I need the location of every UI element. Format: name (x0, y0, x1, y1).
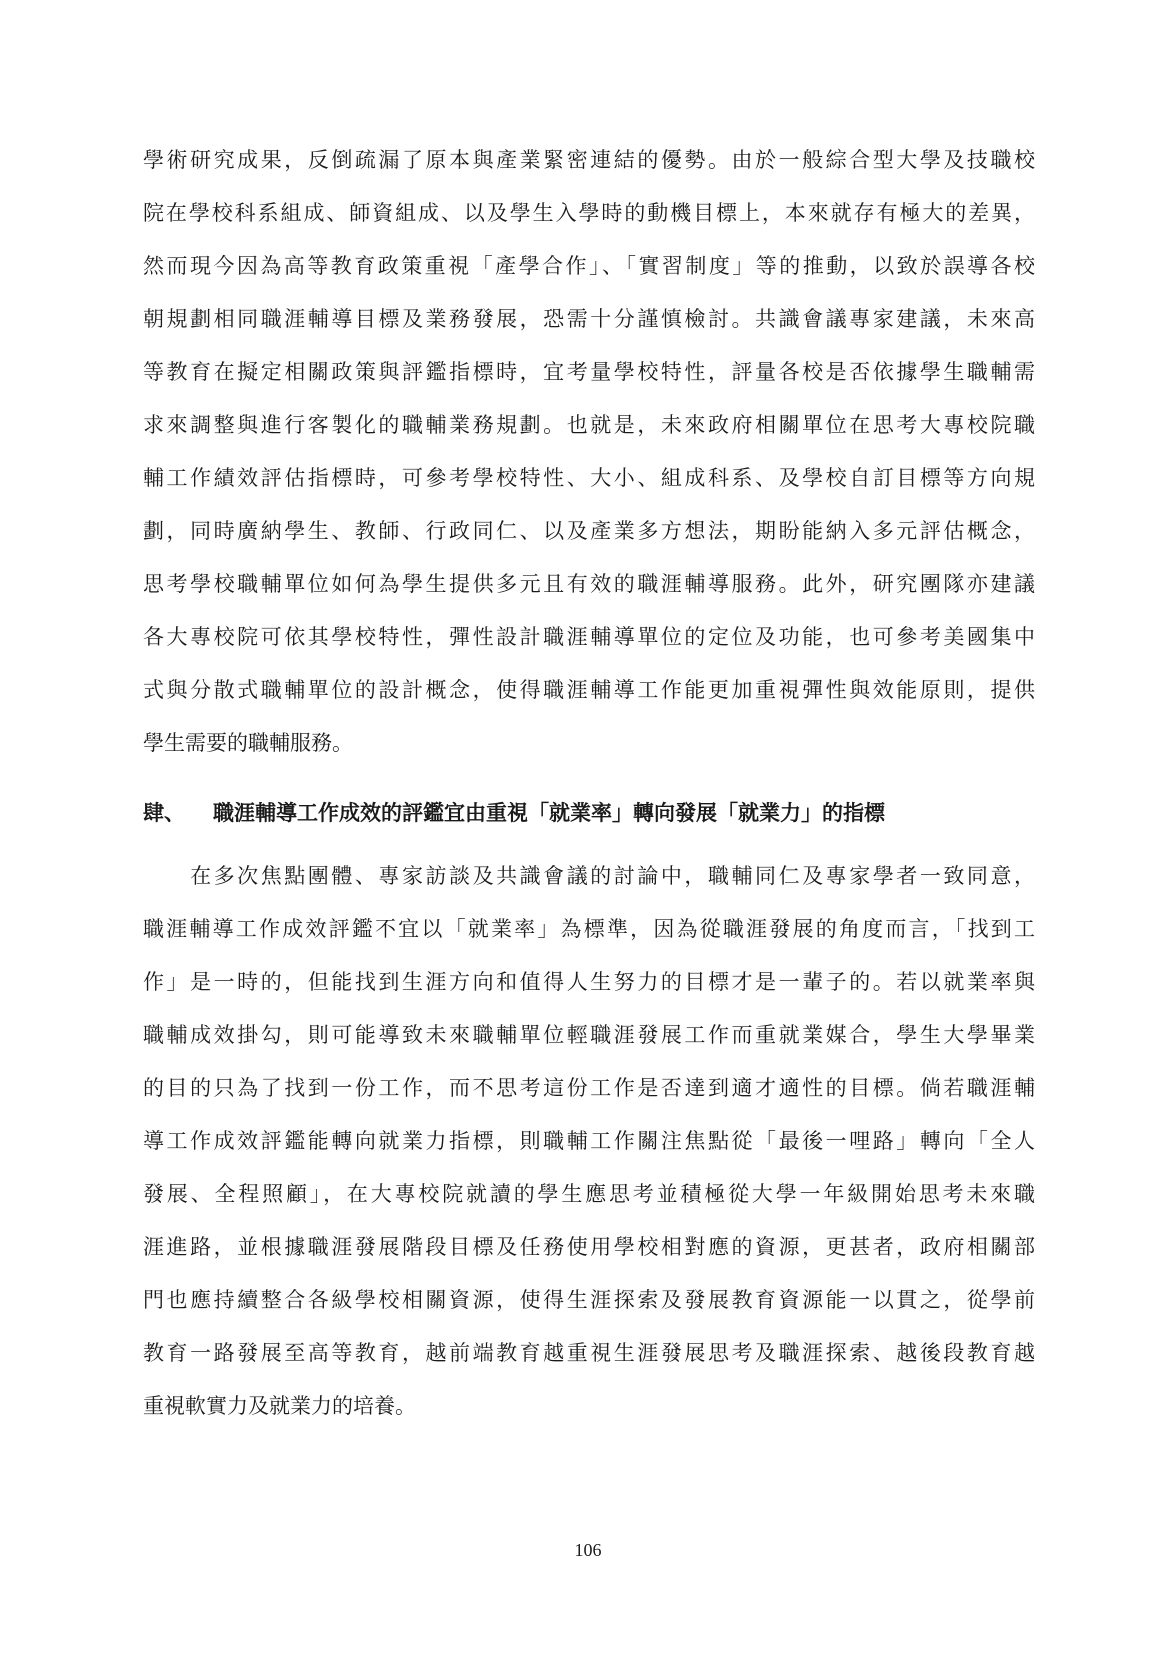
section-number: 肆、 (143, 800, 185, 825)
paragraph-line: 院在學校科系組成、師資組成、以及學生入學時的動機目標上，本來就存有極大的差異， (143, 201, 1035, 225)
paragraph-line: 學術研究成果，反倒疏漏了原本與產業緊密連結的優勢。由於一般綜合型大學及技職校 (143, 148, 1035, 172)
paragraph-line: 等教育在擬定相關政策與評鑑指標時，宜考量學校特性，評量各校是否依據學生職輔需 (143, 360, 1035, 384)
paragraph-line: 導工作成效評鑑能轉向就業力指標，則職輔工作關注焦點從「最後一哩路」轉向「全人 (143, 1129, 1035, 1153)
paragraph-line: 在多次焦點團體、專家訪談及共識會議的討論中，職輔同仁及專家學者一致同意， (143, 864, 1035, 888)
paragraph-line: 各大專校院可依其學校特性，彈性設計職涯輔導單位的定位及功能，也可參考美國集中 (143, 625, 1035, 649)
paragraph-line: 職輔成效掛勾，則可能導致未來職輔單位輕職涯發展工作而重就業媒合，學生大學畢業 (143, 1023, 1035, 1047)
paragraph-line: 輔工作績效評估指標時，可參考學校特性、大小、組成科系、及學校自訂目標等方向規 (143, 466, 1035, 490)
paragraph-line: 發展、全程照顧」，在大專校院就讀的學生應思考並積極從大學一年級開始思考未來職 (143, 1182, 1035, 1206)
paragraph-line: 思考學校職輔單位如何為學生提供多元且有效的職涯輔導服務。此外，研究團隊亦建議 (143, 572, 1035, 596)
paragraph-line: 教育一路發展至高等教育，越前端教育越重視生涯發展思考及職涯探索、越後段教育越 (143, 1341, 1035, 1365)
paragraph-line: 求來調整與進行客製化的職輔業務規劃。也就是，未來政府相關單位在思考大專校院職 (143, 413, 1035, 437)
paragraph-line: 門也應持續整合各級學校相關資源，使得生涯探索及發展教育資源能一以貫之，從學前 (143, 1288, 1035, 1312)
paragraph-line: 式與分散式職輔單位的設計概念，使得職涯輔導工作能更加重視彈性與效能原則，提供 (143, 678, 1035, 702)
paragraph-line: 劃，同時廣納學生、教師、行政同仁、以及產業多方想法，期盼能納入多元評估概念， (143, 519, 1035, 543)
paragraph-line: 職涯輔導工作成效評鑑不宜以「就業率」為標準，因為從職涯發展的角度而言，「找到工 (143, 917, 1035, 941)
paragraph-line: 作」是一時的，但能找到生涯方向和值得人生努力的目標才是一輩子的。若以就業率與 (143, 970, 1035, 994)
paragraph-line: 的目的只為了找到一份工作，而不思考這份工作是否達到適才適性的目標。倘若職涯輔 (143, 1076, 1035, 1100)
paragraph-line: 重視軟實力及就業力的培養。 (143, 1394, 416, 1418)
page-number: 106 (574, 1540, 602, 1560)
section-heading (143, 793, 1035, 833)
paragraph-line: 朝規劃相同職涯輔導目標及業務發展，恐需十分謹慎檢討。共識會議專家建議，未來高 (143, 307, 1035, 331)
paragraph-line: 然而現今因為高等教育政策重視「產學合作」、「實習制度」等的推動，以致於誤導各校 (143, 254, 1035, 278)
paragraph-1 (143, 134, 1035, 770)
paragraph-line: 涯進路，並根據職涯發展階段目標及任務使用學校相對應的資源，更甚者，政府相關部 (143, 1235, 1035, 1259)
section-title: 職涯輔導工作成效的評鑑宜由重視「就業率」轉向發展「就業力」的指標 (213, 800, 885, 825)
paragraph-2 (143, 850, 1035, 1433)
paragraph-line: 學生需要的職輔服務。 (143, 731, 353, 755)
